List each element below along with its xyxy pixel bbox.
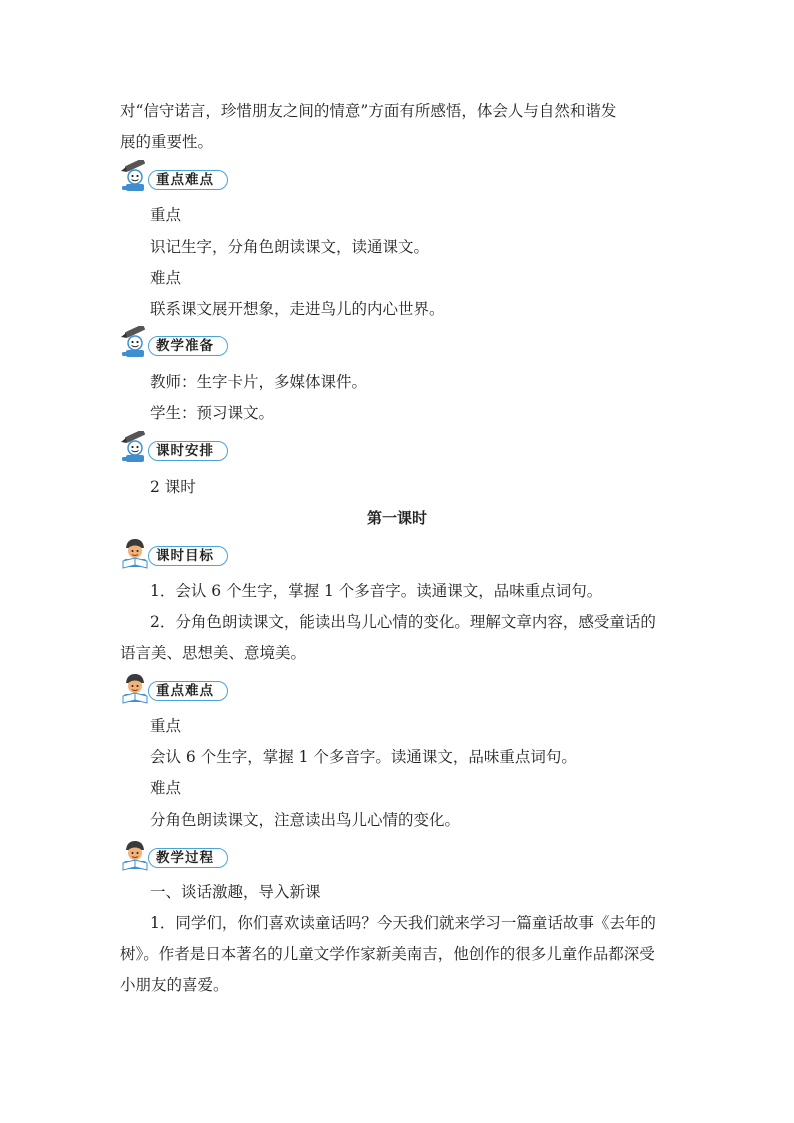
section-badge-key-points-2 [118,671,230,705]
process-p1-line-2: 树》。作者是日本著名的儿童文学作家新美南吉，他创作的很多儿童作品都深受 [120,945,655,963]
badge-label: 重点难点 [156,683,214,699]
section-badge-key-points [118,160,230,194]
section-badge-schedule [118,431,230,465]
section-badge-preparation [118,326,230,360]
difficult-label: 难点 [150,269,182,287]
badge-label: 重点难点 [156,172,214,188]
key-label: 重点 [150,206,182,224]
process-heading: 一、谈话激趣，导入新课 [150,883,321,901]
intro-line-2: 展的重要性。 [120,133,214,151]
badge-label: 教学准备 [156,338,214,354]
badge-label: 课时目标 [156,548,214,564]
key-text-2: 会认 6 个生字，掌握 1 个多音字。读通课文，品味重点词句。 [150,748,577,766]
badge-label: 教学过程 [156,850,214,866]
goal-item-1: 1．会认 6 个生字，掌握 1 个多音字。读通课文，品味重点词句。 [150,582,603,600]
difficult-text: 联系课文展开想象，走进鸟儿的内心世界。 [150,300,445,318]
goal-item-2-line-1: 2．分角色朗读课文，能读出鸟儿心情的变化。理解文章内容，感受童话的 [150,613,656,631]
difficult-text-2: 分角色朗读课文，注意读出鸟儿心情的变化。 [150,811,461,829]
key-text: 识记生字，分角色朗读课文，读通课文。 [150,238,430,256]
section-badge-process [118,838,230,872]
section-badge-goals [118,536,230,570]
lesson-title: 第一课时 [366,509,427,527]
badge-label: 课时安排 [156,443,214,459]
teacher-prep: 教师：生字卡片，多媒体课件。 [150,373,368,391]
difficult-label-2: 难点 [150,779,182,797]
process-p1-line-3: 小朋友的喜爱。 [120,976,229,994]
key-label-2: 重点 [150,717,182,735]
goal-item-2-line-2: 语言美、思想美、意境美。 [120,644,307,662]
intro-line-1: 对“信守诺言，珍惜朋友之间的情意”方面有所感悟，体会人与自然和谐发 [120,102,617,120]
process-p1-line-1: 1．同学们，你们喜欢读童话吗？今天我们就来学习一篇童话故事《去年的 [150,914,656,932]
schedule-text: 2 课时 [150,478,196,496]
student-prep: 学生：预习课文。 [150,404,275,422]
